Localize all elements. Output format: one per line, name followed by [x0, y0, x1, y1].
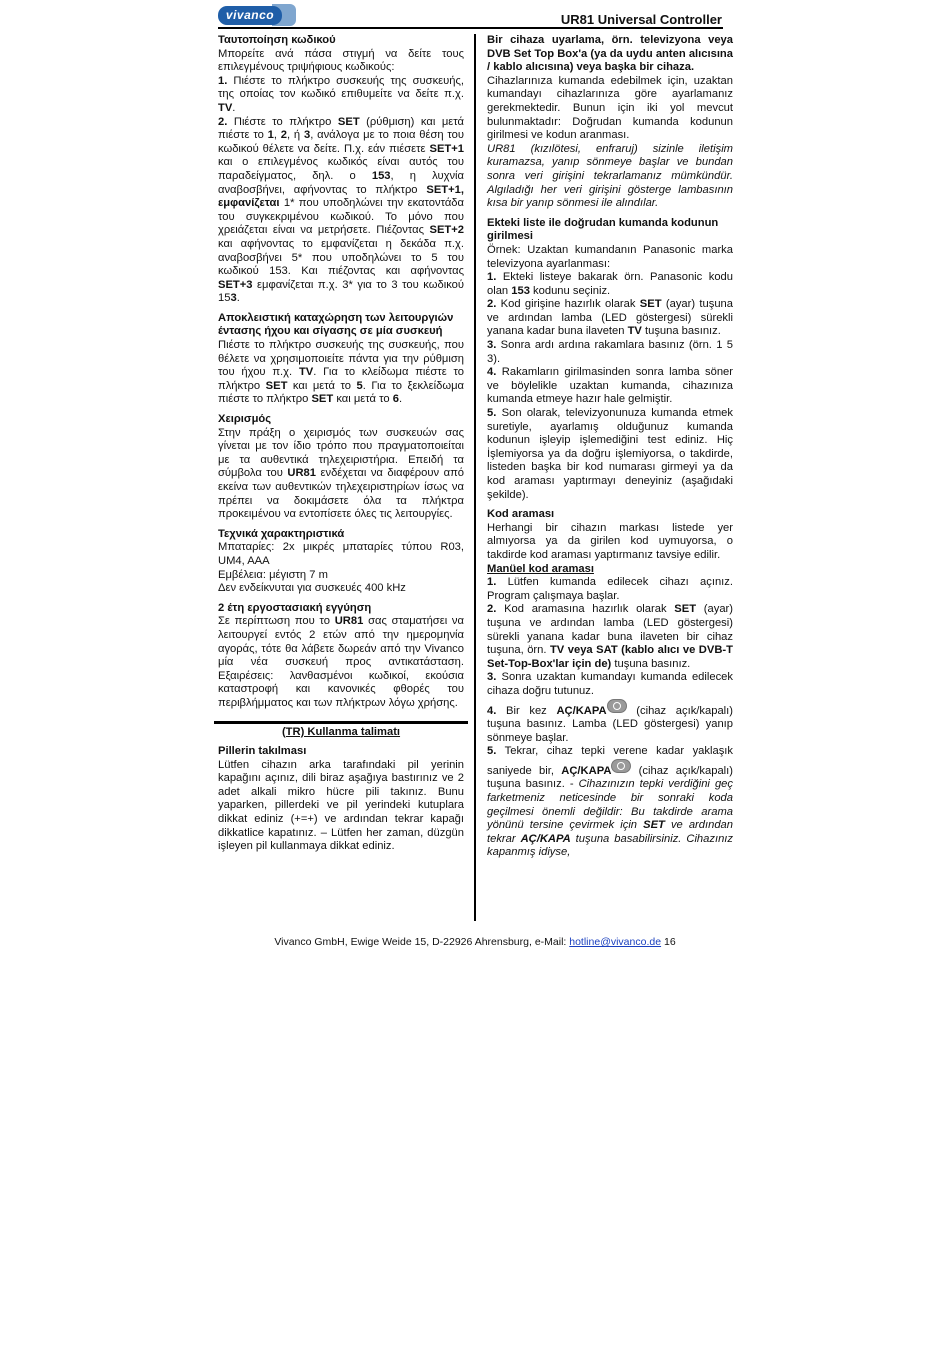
paragraph: Μπορείτε ανά πάσα στιγμή να δείτε τους επιλεγμένους τριψήφιους κωδικούς: — [218, 47, 464, 74]
direct-step-5: 5. Son olarak, televizyonunuza kumanda etmek suretiyle, ayarlamış olduğunuz kumanda kodunun işleyip işlemediğini test ediniz. Hiç İşlemiyorsa ya da doğru işlemiyorsa, o takdirde, listeden başka bir kod numarası girmeyi ya da kod araması yaptırmayı deneyiniz (aşağıdaki şekilde). — [487, 407, 733, 501]
section-technical-title: Τεχνικά χαρακτηριστικά — [218, 527, 345, 540]
vivanco-logo — [218, 4, 296, 26]
section-code-search-title: Kod araması — [487, 508, 555, 521]
column-divider — [474, 34, 476, 921]
power-button-icon — [611, 759, 631, 773]
header-rule — [218, 27, 723, 29]
manual-step-5: 5. Tekrar, cihaz tepki verene kadar yaklaşık saniyede bir, AÇ/KAPA (cihaz açık/kapalı) tuşuna basınız. - Cihazınızın tepki verdiğini geç farketmeniz neticesinde bir sonraki koda geçilmesi önemli değildir: Bu takdirde arama yönünü tersine çevirmek için SET ve ardından tekrar AÇ/KAPA tuşuna basabilirsiniz. Cihazınız kapanmış idiyse, — [487, 745, 733, 859]
code-search-text: Herhangi bir cihazın markası listede yer almıyorsa ya da girilen kod uymuyorsa, o takdirde kod araması yaptırmanız tavsiye edilir. — [487, 521, 733, 561]
direct-step-1: 1. Ekteki listeye bakarak örn. Panasonic kodu olan 153 kodunu seçiniz. — [487, 271, 733, 297]
manual-step-1: 1. Lütfen kumanda edilecek cihazı açınız. Program çalışmaya başlar. — [487, 576, 733, 602]
direct-step-2: 2. Kod girişine hazırlık olarak SET (ayar) tuşuna ve ardından lamba (LED göstergesi) sürekli yanana kadar buna ilaveten TV tuşuna basınız. — [487, 298, 733, 338]
manual-step-3: 3. Sonra uzaktan kumandayı kumanda edilecek cihaza doğru tutunuz. — [487, 671, 733, 697]
battery-text: Lütfen cihazın arka tarafındaki pil yerinin kapağını açınız, dili biraz aşağıya bastırınız ve 2 adet alkali mikro hücre pili takınız. Bunu yaparken, pillerdeki ve pil yerindeki kutuplara dikkat ediniz (+=+) ve ardından tekrar kapağı dikkatlice kapatınız. – Lütfen her zaman, düzgün işleyen pil kullanmaya dikkat ediniz. — [218, 758, 464, 853]
direct-entry-intro: Örnek: Uzaktan kumandanın Panasonic marka televizyona ayarlanması: — [487, 243, 733, 270]
direct-step-4: 4. Rakamların girilmasinden sonra lamba söner ve böylelikle uzaktan kumanda, cihazınıza kumanda etmeye hazır hale gelmiştir. — [487, 366, 733, 406]
section-divider — [214, 721, 468, 724]
warranty-text: Σε περίπτωση που το UR81 σας σταματήσει να λειτουργεί εντός 2 ετών από την ημερομηνία αγοράς, τότε θα λάβετε δωρεάν από την Vivanco μία νέα συσκευή προς αντικατάσταση. Εξαιρέσεις: λανθασμένοι κωδικοί, εκούσια καταστροφή και κανονικές φθορές του περιβλήμματος και των πλήκτρων λόγω χρήσης. — [218, 615, 464, 709]
page-number: 16 — [661, 936, 676, 948]
manual-step-2: 2. Kod aramasına hazırlık olarak SET (ayar) tuşuna ve ardından lamba (LED göstergesi) sürekli yanana kadar buna ilaveten bir cihaz tuşuna, örn. TV veya SAT (kablo alıcı ve DVB-T Set-Top-Box'lar için de) tuşuna basınız. — [487, 603, 733, 670]
section-operation-title: Χειρισμός — [218, 413, 272, 426]
right-column — [487, 34, 733, 926]
adaptation-heading: Bir cihaza uyarlama, örn. televizyona veya DVB Set Top Box'a (ya da uydu anten alıcısına / kablo alıcısına) veya başka bir cihaza. — [487, 34, 733, 74]
turkish-section-title: (TR) Kullanma talimatı — [281, 725, 401, 738]
tech-line: Δεν ενδείκνυται για συσκευές 400 kHz — [218, 582, 406, 595]
direct-step-3: 3. Sonra ardı ardına rakamlara basınız (örn. 1 5 3). — [487, 339, 733, 365]
tech-line: Μπαταρίες: 2x μικρές μπαταρίες τύπου R03, UM4, AAA — [218, 541, 464, 567]
section-manual-search-title: Manüel kod araması — [487, 562, 594, 575]
volume-lock-text: Πιέστε το πλήκτρο συσκευής της συσκευής, που θέλετε να χρησιμοποιείτε πάντα για την ρύθμιση του ήχου π.χ. TV. Για το κλείδωμα πιέστε το πλήκτρο SET και μετά το 5. Για το ξεκλείδωμα πιέστε το πλήκτρο SET και μετά το 6. — [218, 339, 464, 406]
manual-step-4: 4. Bir kez AÇ/KAPA (cihaz açık/kapalı) tuşuna basınız. Lamba (LED göstergesi) yanıp sönmeye başlar. — [487, 699, 733, 746]
step-2: 2. Πιέστε το πλήκτρο SET (ρύθμιση) και μετά πιέστε το 1, 2, ή 3, ανάλογα με το ποια θέση του κωδικού θέλετε να δείτε. Π.χ. εάν πιέσετε SET+1 και ο επιλεγμένος κωδικός είναι αυτός του παραδείγματος, δηλ. ο 153, η λυχνία αναβοσβήνει, αφήνοντας το πλήκτρο SET+1, εμφανίζεται 1* που υποδηλώνει την εκατοντάδα του συγκεκριμένου κωδικού. Το μόνο που χρειάζεται είναι να μετρήσετε. Πιέζοντας SET+2 και αφήνοντας το εμφανίζεται η δεκάδα π.χ. αναβοσβήνει 5* που υποδηλώνει το 5 του κωδικού 153. Και πιέζοντας και αφήνοντας SET+3 εμφανίζεται π.χ. 3* για το 3 του κωδικού 153. — [218, 115, 464, 305]
section-battery-title: Pillerin takılması — [218, 745, 307, 758]
left-column — [218, 34, 464, 914]
adaptation-text: Cihazlarınıza kumanda edebilmek için, uzaktan kumandayı cihazlarınıza göre ayarlamanız gerekmektedir. Bunun için iki yol mevcut bulunmaktadır: Doğrudan kumanda kodunun girilmesi ve kodun aranması. — [487, 74, 733, 142]
power-button-icon — [607, 699, 627, 713]
section-direct-entry-title: Ekteki liste ile doğrudan kumanda kodunun girilmesi — [487, 216, 719, 243]
section-volume-lock-title: Αποκλειστική καταχώρηση των λειτουργιών έντασης ήχου και σίγασης σε μία συσκευή — [218, 311, 454, 338]
document-title: UR81 Universal Controller — [560, 12, 722, 27]
section-warranty-title: 2 έτη εργοστασιακή εγγύηση — [218, 601, 372, 614]
page-footer: Vivanco GmbH, Ewige Weide 15, D-22926 Ahrensburg, e-Mail: hotline@vivanco.de 16 — [274, 936, 676, 948]
section-code-identification-title: Ταυτοποίηση κωδικού — [218, 34, 336, 46]
logo-text: vivanco — [218, 6, 282, 25]
adaptation-note: UR81 (kızılötesi, enfraruj) sizinle iletişim kuramazsa, yanıp sönmeye başlar ve bundan sonra veri girişini tekrarlamanız mümkündür. Algıladığı her veri girişini gösterge lambasının kısa bir yanıp sönmesi ile alındılar. — [487, 142, 733, 210]
operation-text: Στην πράξη ο χειρισμός των συσκευών σας γίνεται με τον ίδιο τρόπο που πραγματοποιείται με τα αυθεντικά τηλεχειριστήρια. Επειδή τα σύμβολα του UR81 ενδέχεται να διαφέρουν από εκείνα των αυθεντικών τηλεχειριστηρίων ίσως να πρέπει να δοκιμάσετε όλα τα πλήκτρα προκειμένου να εντοπίσετε όλες τις λειτουργίες. — [218, 426, 465, 521]
step-1: 1. Πιέστε το πλήκτρο συσκευής της συσκευής, της οποίας τον κωδικό επιθυμείτε να δείτε π.χ. TV. — [218, 74, 464, 114]
tech-line: Εμβέλεια: μέγιστη 7 m — [218, 568, 328, 581]
email-link[interactable]: hotline@vivanco.de — [569, 936, 662, 948]
